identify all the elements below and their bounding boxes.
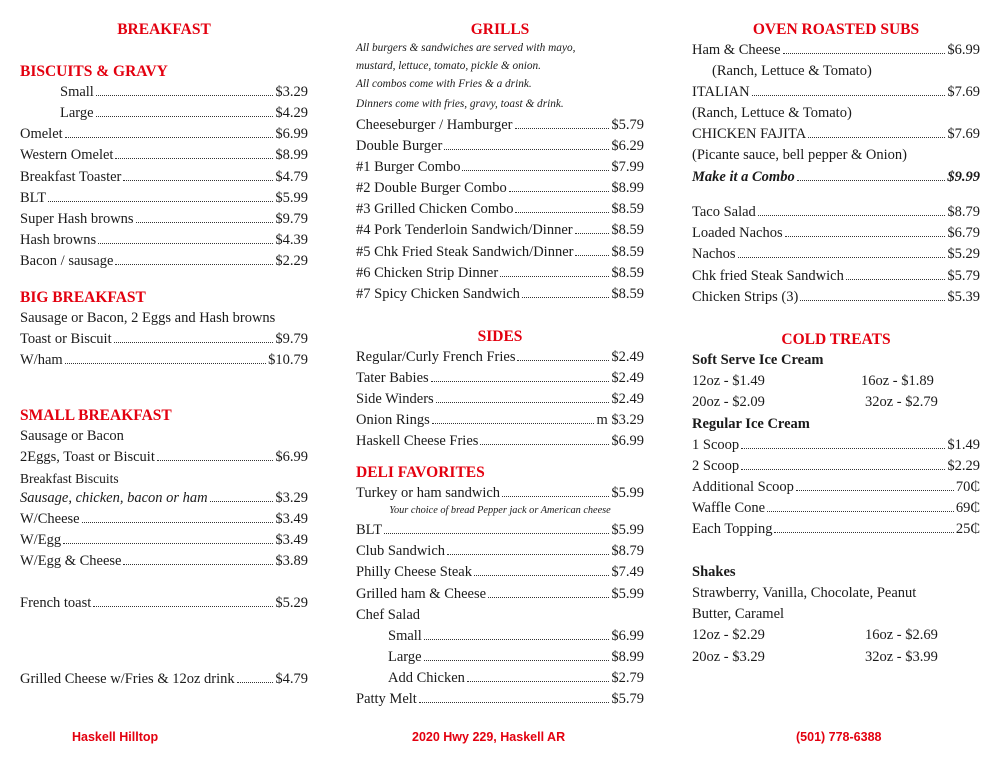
menu-item: Club Sandwich $8.79 [356, 543, 644, 559]
sub-description: (Picante sauce, bell pepper & Onion) [692, 147, 908, 163]
subs-title: OVEN ROASTED SUBS [752, 21, 920, 38]
menu-item: #1 Burger Combo $7.99 [356, 159, 644, 175]
shakes-heading: Shakes [692, 564, 736, 580]
menu-item: Taco Salad $8.79 [692, 204, 980, 220]
combo-item: Make it a Combo $9.99 [692, 169, 980, 185]
menu-item: Onion Rings m $3.29 [356, 412, 644, 428]
shakes-flavors: Strawberry, Vanilla, Chocolate, Peanut [692, 585, 917, 601]
cold-treats-title: COLD TREATS [781, 331, 891, 348]
menu-item: Add Chicken $2.79 [388, 670, 644, 686]
menu-item: Hash browns $4.39 [20, 232, 308, 248]
menu-item: W/Egg & Cheese $3.89 [20, 553, 308, 569]
menu-item: Omelet $6.99 [20, 126, 308, 142]
menu-item: Tater Babies $2.49 [356, 370, 644, 386]
chef-salad-label: Chef Salad [356, 607, 421, 623]
menu-item: BLT $5.99 [356, 522, 644, 538]
grills-title: GRILLS [470, 21, 530, 38]
menu-item: Chk fried Steak Sandwich $5.79 [692, 268, 980, 284]
big-breakfast-desc: Sausage or Bacon, 2 Eggs and Hash browns [20, 310, 276, 326]
footer-address: 2020 Hwy 229, Haskell AR [412, 730, 566, 744]
footer-phone: (501) 778-6388 [796, 730, 882, 744]
menu-item: #2 Double Burger Combo $8.99 [356, 180, 644, 196]
menu-item: Turkey or ham sandwich $5.99 [356, 485, 644, 501]
menu-item: Patty Melt $5.79 [356, 691, 644, 707]
menu-item: Each Topping 25₵ [692, 521, 980, 537]
menu-item: Breakfast Toaster $4.79 [20, 169, 308, 185]
menu-item: Side Winders $2.49 [356, 391, 644, 407]
menu-item: 1 Scoop $1.49 [692, 437, 980, 453]
menu-item: Regular/Curly French Fries $2.49 [356, 349, 644, 365]
breakfast-title: BREAKFAST [117, 21, 211, 38]
small-breakfast-desc: Sausage or Bacon [20, 428, 124, 444]
menu-item: ITALIAN $7.69 [692, 84, 980, 100]
menu-item: Nachos $5.29 [692, 246, 980, 262]
size-row: 20oz - $2.09 32oz - $2.79 [692, 394, 938, 410]
menu-item: Small $6.99 [388, 628, 644, 644]
menu-item: Haskell Cheese Fries $6.99 [356, 433, 644, 449]
menu-item: BLT $5.99 [20, 190, 308, 206]
sides-title: SIDES [477, 328, 523, 345]
grills-note: All burgers & sandwiches are served with mayo, [356, 42, 576, 54]
grills-note: Dinners come with fries, gravy, toast & drink. [356, 98, 564, 110]
biscuits-gravy-heading: BISCUITS & GRAVY [20, 63, 168, 80]
menu-item: Bacon / sausage $2.29 [20, 253, 308, 269]
menu-item: Loaded Nachos $6.79 [692, 225, 980, 241]
menu-item: Chicken Strips (3) $5.39 [692, 289, 980, 305]
sub-description: (Ranch, Lettuce & Tomato) [692, 105, 852, 121]
menu-item: #3 Grilled Chicken Combo $8.59 [356, 201, 644, 217]
sub-description: (Ranch, Lettuce & Tomato) [712, 63, 872, 79]
menu-item: 2Eggs, Toast or Biscuit $6.99 [20, 449, 308, 465]
grills-note: All combos come with Fries & a drink. [356, 78, 532, 90]
footer-restaurant-name: Haskell Hilltop [72, 730, 159, 744]
menu-item: French toast $5.29 [20, 595, 308, 611]
menu-item: Sausage, chicken, bacon or ham $3.29 [20, 490, 308, 506]
menu-item: W/Cheese $3.49 [20, 511, 308, 527]
menu-item: #7 Spicy Chicken Sandwich $8.59 [356, 286, 644, 302]
menu-item: Large $8.99 [388, 649, 644, 665]
menu-item: Ham & Cheese $6.99 [692, 42, 980, 58]
menu-item: W/Egg $3.49 [20, 532, 308, 548]
menu-item: Large $4.29 [60, 105, 308, 121]
menu-item: Grilled Cheese w/Fries & 12oz drink $4.79 [20, 671, 308, 687]
menu-item: Cheeseburger / Hamburger $5.79 [356, 117, 644, 133]
size-row: 20oz - $3.29 32oz - $3.99 [692, 649, 938, 665]
menu-item: CHICKEN FAJITA $7.69 [692, 126, 980, 142]
menu-item: Double Burger $6.29 [356, 138, 644, 154]
menu-item: #4 Pork Tenderloin Sandwich/Dinner $8.59 [356, 222, 644, 238]
menu-item: Grilled ham & Cheese $5.99 [356, 586, 644, 602]
deli-note: Your choice of bread Pepper jack or American cheese [389, 505, 611, 516]
regular-ice-cream-heading: Regular Ice Cream [692, 416, 810, 432]
size-row: 12oz - $1.49 16oz - $1.89 [692, 373, 934, 389]
menu-item: Small $3.29 [60, 84, 308, 100]
menu-item: Philly Cheese Steak $7.49 [356, 564, 644, 580]
deli-favorites-heading: DELI FAVORITES [356, 464, 485, 481]
menu-item: 2 Scoop $2.29 [692, 458, 980, 474]
menu-item: #6 Chicken Strip Dinner $8.59 [356, 265, 644, 281]
menu-item: W/ham $10.79 [20, 352, 308, 368]
soft-serve-heading: Soft Serve Ice Cream [692, 352, 824, 368]
grills-note: mustard, lettuce, tomato, pickle & onion. [356, 60, 542, 72]
menu-item: Additional Scoop 70₵ [692, 479, 980, 495]
shakes-flavors: Butter, Caramel [692, 606, 785, 622]
menu-item: Waffle Cone 69₵ [692, 500, 980, 516]
menu-item: Western Omelet $8.99 [20, 147, 308, 163]
menu-item: #5 Chk Fried Steak Sandwich/Dinner $8.59 [356, 244, 644, 260]
menu-item: Super Hash browns $9.79 [20, 211, 308, 227]
breakfast-biscuits-label: Breakfast Biscuits [20, 471, 119, 486]
small-breakfast-heading: SMALL BREAKFAST [20, 407, 172, 424]
size-row: 12oz - $2.29 16oz - $2.69 [692, 627, 938, 643]
big-breakfast-heading: BIG BREAKFAST [20, 289, 146, 306]
menu-item: Toast or Biscuit $9.79 [20, 331, 308, 347]
